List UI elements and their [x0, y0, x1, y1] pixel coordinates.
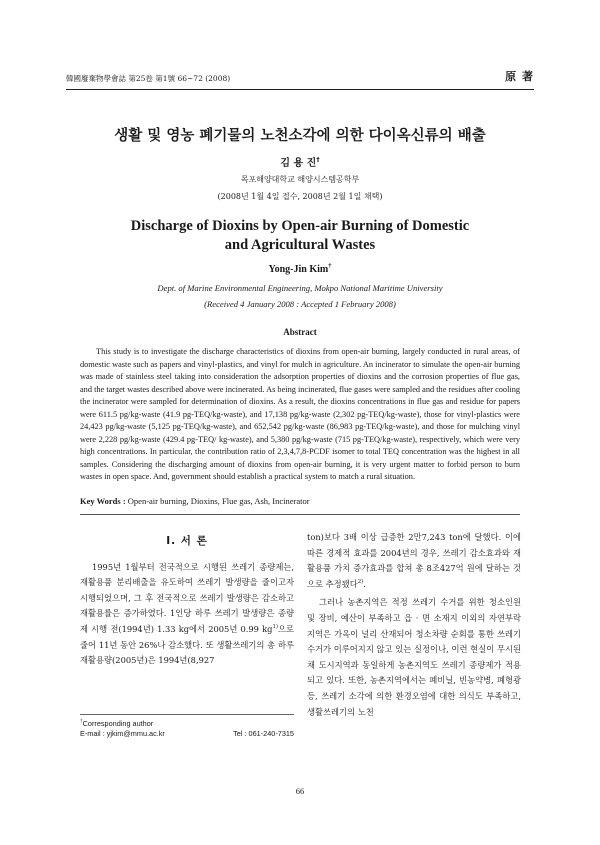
body-paragraph: 그러나 농촌지역은 적정 쓰레기 수거를 위한 청소인원 및 장비, 예산이 부족하고 읍 · 면 소재지 이외의 자연부락 지역은 가옥이 널리 산재되어 청소차량 순회를 통한 쓰레기 수거가 이루어지지 않고 있는 실정이나, 이런 현실이 무시된 채 도시지역과 동일하게 농촌지역도 쓰레기 종량제가 적용되고 있다. 또한, 농촌지역에서는 폐비닐, 빈농약병, 폐형광등, 쓰레기 소각에 의한 환경오염에 대한 의식도 부족하고, 생활쓰레기의 노천 — [307, 597, 521, 717]
footnote-email: E-mail : yjkim@mmu.ac.kr — [80, 729, 165, 738]
keywords — [80, 496, 520, 515]
author-mark: † — [316, 155, 320, 164]
left-column — [80, 530, 294, 669]
right-column — [307, 530, 521, 720]
body-paragraph: 1995년 1월부터 전국적으로 시행된 쓰레기 종량제는, 재활용품 분리배출을 유도하여 쓰레기 발생량을 줄이고자 시행되었으며, 그 후 전국적으로 쓰레기 발생량은 감소하고 재활용률은 증가하였다. 1인당 하루 쓰레기 발생량은 종량제 시행 전(1994년) 1.33 kg에서 2005년 0.99 $kg^{1)}$으로 줄어 11년 동안 26%나 감소했다. 또 생활쓰레기의 총 하루 재활용량(2005년)은 1994년(8,927 — [80, 561, 294, 666]
keywords-text: Open-air burning, Dioxins, Flue gas, Ash, Incinerator — [127, 496, 310, 506]
keywords-label: Key Words : — [80, 496, 126, 506]
author-mark: † — [328, 262, 332, 270]
abstract-text: This study is to investigate the discharge characteristics of dioxins from open-air burning, largely conducted in rural areas, of domestic waste such as papers and vinyl-plastics, and vinyl for mulch in agriculture. An incinerator to simulate the open-air burning was made of stainless steel taking into consideration the adsorption properties of dioxins and the corrosion properties of flue gas, and the target wastes described above were incinerated. As being incinerated, flue gases were sampled and the residues after cooling the incinerator were sampled for determination of dioxins. As a result, the dioxins concentrations in flue gas and residue for papers were 611.5 pg/kg-waste (41.9 pg-TEQ/kg-waste), and 17,138 pg/kg-waste (2,302 pg-TEQ/kg-waste), those for vinyl-plastics were 24,423 pg/kg-waste (5,125 pg-TEQ/kg-waste), and 652,542 pg/kg-waste (86,983 pg-TEQ/kg-waste), and those for mulching vinyl were 2,228 pg/kg-waste (429.4 pg-TEQ/ kg-waste), and 5,380 pg/kg-waste (715 pg-TEQ/kg-waste), respectively, which were very high concentrations. In particular, the contribution ratio of 2,3,4,7,8-PCDF isomer to total TEQ concentration was the highest in all samples. Considering the discharging amount of dioxins from open-air burning, it is very urgent matter to forbid person to burn wastes in open space. And, government should establish a practical system to match a rural situation. — [80, 347, 520, 481]
korean-title: 생활 및 영농 폐기물의 노천소각에 의한 다이옥신류의 배출 — [114, 128, 486, 144]
english-author: Yong-Jin Kim† — [268, 262, 332, 275]
korean-author: 김 용 진† — [280, 155, 320, 169]
korean-dates: (2008년 1월 4일 접수, 2008년 2월 1일 채택) — [217, 192, 383, 201]
english-dates: (Received 4 January 2008 : Accepted 1 February 2008) — [204, 299, 396, 309]
article-type: 原 著 — [505, 70, 534, 83]
english-title: Discharge of Dioxins by Open-air Burning of Domestic and Agricultural Wastes — [130, 218, 470, 253]
korean-affiliation: 목포해양대학교 해양시스템공학부 — [240, 175, 360, 184]
journal-citation: 韓國廢棄物學會誌 第25卷 第1號 66~72 (2008) — [66, 74, 231, 83]
abstract-heading: Abstract — [283, 327, 317, 337]
english-affiliation: Dept. of Marine Environmental Engineering, Mokpo National Maritime University — [157, 283, 443, 293]
footnote-tel: Tel : 061-240-7315 — [233, 729, 294, 738]
body-paragraph: ton)보다 3배 이상 급증한 2만7,243 ton에 달했다. 이에 따른 경제적 효과를 2004년의 경우, 쓰레기 감소효과와 재활용품 가치 증가효과를 합쳐 총 8조427억 원에 달하는 것으로 추정됐다$^{2)}$. — [307, 532, 521, 589]
footnote: †Corresponding author E-mail : yjkim@mmu.ac.kr Tel : 061-240-7315 — [80, 714, 294, 739]
page-number: 66 — [295, 786, 305, 796]
running-header — [66, 68, 534, 90]
section-title: I. 서 론 — [166, 535, 208, 547]
